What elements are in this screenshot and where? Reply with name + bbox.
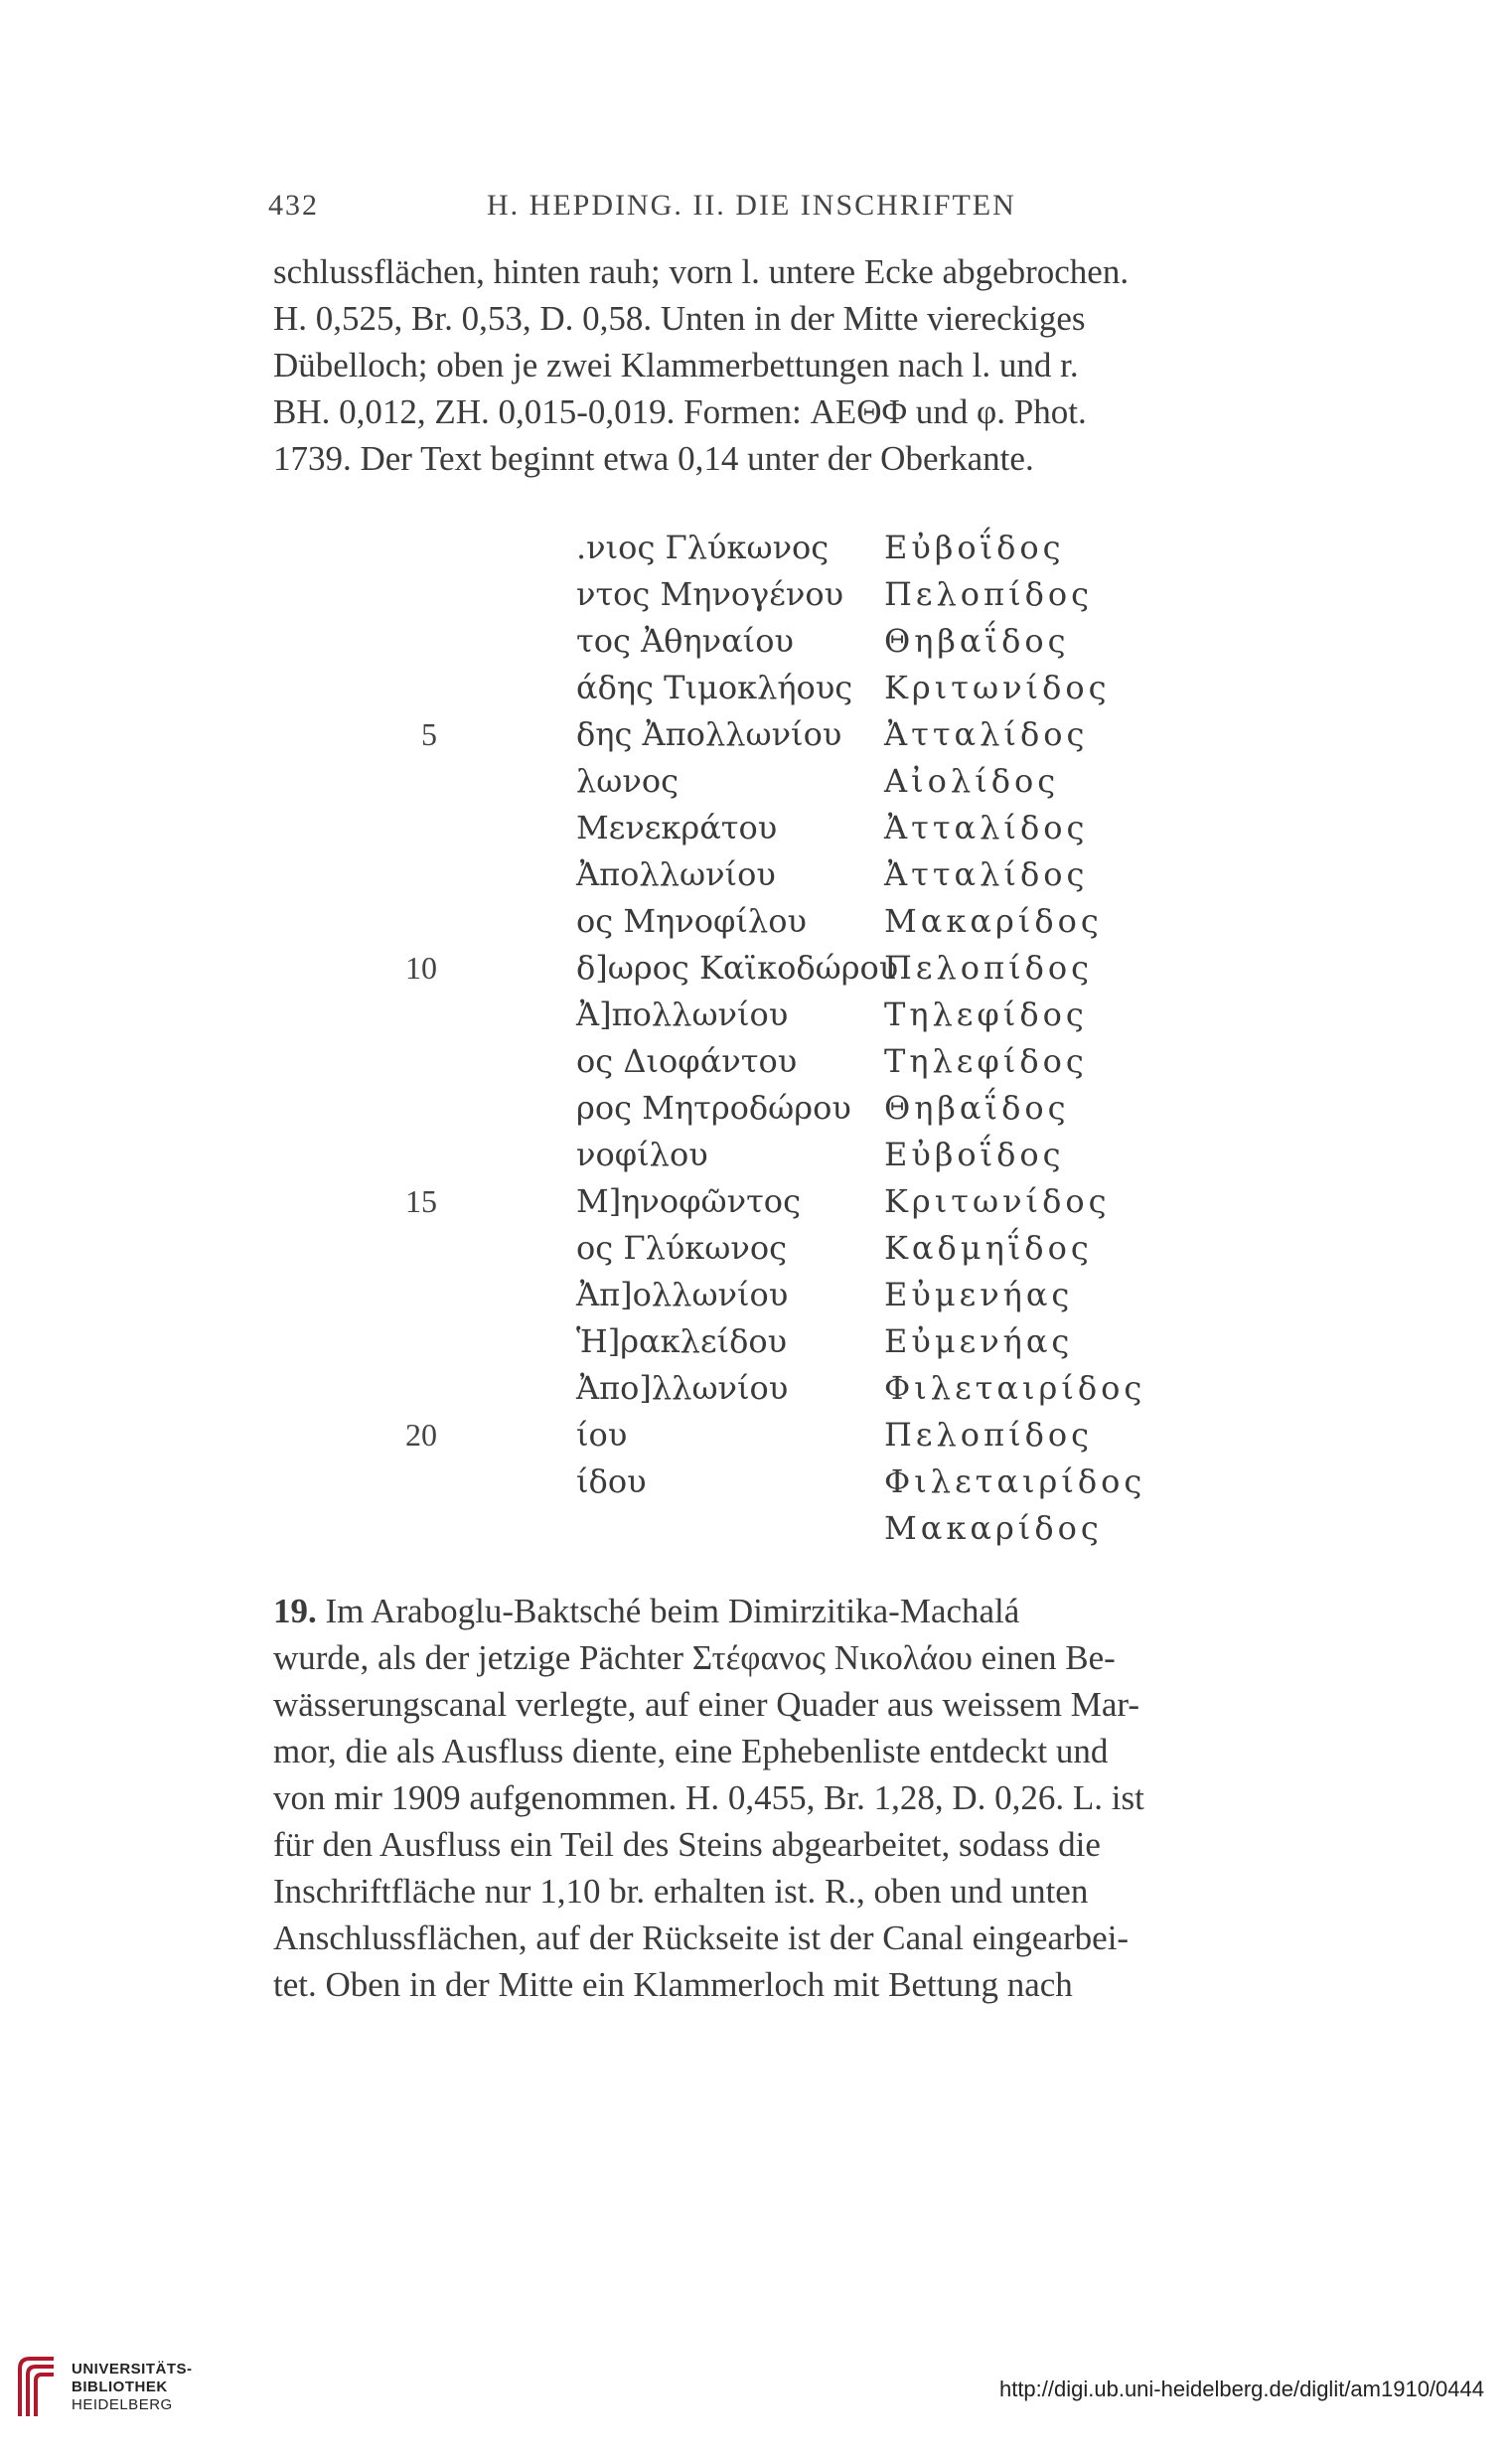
tribe-name: Τηλεφίδος xyxy=(884,996,1088,1033)
text-line: mor, die als Ausfluss diente, eine Ephebenliste entdeckt und xyxy=(273,1732,1109,1770)
inscription-row xyxy=(457,805,1351,851)
running-title: H. HEPDING. II. DIE INSCHRIFTEN xyxy=(487,189,1016,222)
tribe-name: Εὐβοΐδος xyxy=(884,1136,1065,1173)
text-line: tet. Oben in der Mitte ein Klammerloch mit Bettung nach xyxy=(273,1965,1073,2004)
intro-text xyxy=(273,248,1326,482)
text-line: BH. 0,012, ZH. 0,015-0,019. Formen: ΑΕΘΦ und φ. Phot. xyxy=(273,392,1087,431)
logo-line: UNIVERSITÄTS- xyxy=(72,2361,193,2378)
text-line: Dübelloch; oben je zwei Klammerbettungen nach l. und r. xyxy=(273,346,1079,384)
person-name: ος Γλύκωνος xyxy=(576,1229,788,1267)
inscription-row xyxy=(405,1178,1351,1225)
inscription-row xyxy=(457,525,1351,571)
tribe-name: Καδμηΐδος xyxy=(884,1229,1093,1267)
text-line: Inschriftfläche nur 1,10 br. erhalten ist. R., oben und unten xyxy=(273,1872,1089,1911)
line-number: 15 xyxy=(405,1183,437,1219)
tribe-name: Θηβαΐδος xyxy=(884,1089,1070,1127)
person-name: ος Μηνοφίλου xyxy=(576,902,807,940)
tribe-name: Εὐμενήας xyxy=(884,1276,1074,1313)
person-name: Ἀπο]λλωνίου xyxy=(576,1369,789,1407)
tribe-name: Εὐμενήας xyxy=(884,1322,1074,1360)
inscription-row xyxy=(457,1365,1351,1412)
text-line: Anschlussflächen, auf der Rückseite ist der Canal eingearbei- xyxy=(273,1919,1130,1957)
page-number: 432 xyxy=(268,189,319,222)
text-line xyxy=(273,1588,1328,1634)
inscription-row xyxy=(457,851,1351,898)
tribe-name: Πελοπίδος xyxy=(884,949,1094,987)
person-name: Μ]ηνοφῶντος xyxy=(576,1182,801,1220)
inscription-row xyxy=(457,1038,1351,1085)
tribe-name: Κριτωνίδος xyxy=(884,1182,1111,1220)
inscription-row xyxy=(457,1318,1351,1365)
person-name: Ἀπ]ολλωνίου xyxy=(576,1276,789,1313)
tribe-name: Ἀτταλίδος xyxy=(884,715,1089,753)
inscription-row xyxy=(405,945,1351,992)
tribe-name: Αἰολίδος xyxy=(884,762,1060,800)
inscription-row xyxy=(457,1085,1351,1132)
logo-line: HEIDELBERG xyxy=(72,2396,173,2413)
person-name: νοφίλου xyxy=(576,1136,708,1173)
library-logo-icon xyxy=(14,2353,62,2420)
inscription-row xyxy=(457,1132,1351,1178)
tribe-name: Εὐβοΐδος xyxy=(884,529,1065,566)
person-name: Μενεκράτου xyxy=(576,809,778,846)
person-name: άδης Τιμοκλήους xyxy=(576,669,853,706)
tribe-name: Θηβαΐδος xyxy=(884,622,1070,660)
person-name: δης Ἀπολλωνίου xyxy=(576,715,842,753)
inscription-row xyxy=(457,571,1351,618)
inscription-row xyxy=(457,618,1351,665)
inscription-row xyxy=(405,1412,1351,1458)
person-name: λωνος xyxy=(576,762,680,800)
text-line: wurde, als der jetzige Pächter Στέφανος Νικολάου einen Be- xyxy=(273,1638,1116,1677)
line-number: 10 xyxy=(405,950,437,986)
logo-line: BIBLIOTHEK xyxy=(72,2379,168,2395)
inscription-row xyxy=(421,711,1351,758)
tribe-name: Ἀτταλίδος xyxy=(884,809,1089,846)
text-line-body: Im Araboglu-Baktsché beim Dimirzitika-Machalá xyxy=(316,1592,1020,1630)
line-number: 20 xyxy=(405,1417,437,1453)
inscription-list xyxy=(405,525,1351,1552)
inscription-row xyxy=(457,1505,1351,1552)
inscription-row xyxy=(457,1458,1351,1505)
person-name: ντος Μηνογένου xyxy=(576,575,844,613)
text-line: wässerungscanal verlegte, auf einer Quader aus weissem Mar- xyxy=(273,1685,1139,1724)
text-line: von mir 1909 aufgenommen. H. 0,455, Br. 1,28, D. 0,26. L. ist xyxy=(273,1778,1144,1817)
tribe-name: Μακαρίδος xyxy=(884,902,1103,940)
tribe-name: Φιλεταιρίδος xyxy=(884,1369,1146,1407)
inscription-row xyxy=(457,758,1351,805)
tribe-name: Φιλεταιρίδος xyxy=(884,1462,1146,1500)
inscription-row xyxy=(457,1272,1351,1318)
person-name: Ἡ]ρακλείδου xyxy=(576,1322,788,1360)
footer xyxy=(0,2345,1512,2434)
source-url-link[interactable]: http://digi.ub.uni-heidelberg.de/diglit/am1910/0444 xyxy=(998,2377,1484,2401)
line-number: 5 xyxy=(421,716,437,752)
inscription-row xyxy=(457,992,1351,1038)
text-line: für den Ausfluss ein Teil des Steins abgearbeitet, sodass die xyxy=(273,1825,1101,1864)
person-name: Ἀ]πολλωνίου xyxy=(576,996,789,1033)
tribe-name: Πελοπίδος xyxy=(884,1416,1094,1454)
person-name: .νιος Γλύκωνος xyxy=(576,529,830,566)
person-name: ίου xyxy=(576,1416,628,1454)
tribe-name: Πελοπίδος xyxy=(884,575,1094,613)
person-name: ρος Μητροδώρου xyxy=(576,1089,851,1127)
tribe-name: Κριτωνίδος xyxy=(884,669,1111,706)
person-name: τος Ἀθηναίου xyxy=(576,622,794,660)
text-line: 1739. Der Text beginnt etwa 0,14 unter der Oberkante. xyxy=(273,439,1034,478)
text-line: schlussflächen, hinten rauh; vorn l. untere Ecke abgebrochen. xyxy=(273,252,1130,291)
inscription-row xyxy=(457,898,1351,945)
tribe-name: Μακαρίδος xyxy=(884,1509,1103,1547)
person-name: ος Διοφάντου xyxy=(576,1042,798,1080)
person-name: ίδου xyxy=(576,1462,647,1500)
page-header xyxy=(268,189,1341,229)
library-logo-text xyxy=(72,2361,193,2414)
person-name: δ]ωρος Καϊκοδώρου xyxy=(576,949,899,987)
tribe-name: Τηλεφίδος xyxy=(884,1042,1088,1080)
inscription-row xyxy=(457,1225,1351,1272)
section-19-paragraph xyxy=(273,1588,1328,2008)
inscription-row xyxy=(457,665,1351,711)
section-number: 19. xyxy=(273,1592,317,1630)
text-line: H. 0,525, Br. 0,53, D. 0,58. Unten in der Mitte viereckiges xyxy=(273,299,1086,338)
tribe-name: Ἀτταλίδος xyxy=(884,855,1089,893)
person-name: Ἀπολλωνίου xyxy=(576,855,776,893)
